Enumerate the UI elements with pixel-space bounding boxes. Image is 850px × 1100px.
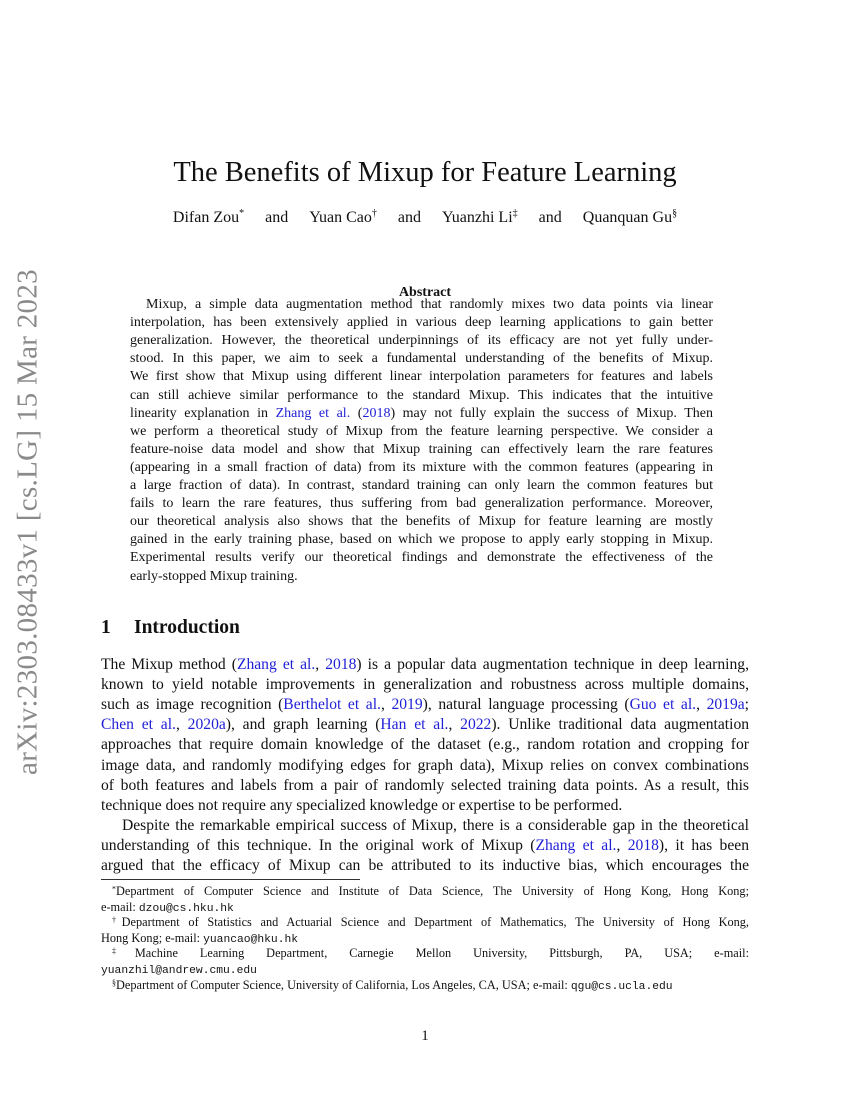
paragraph-line <box>101 695 749 715</box>
author-separator: and <box>538 209 562 226</box>
paragraph-line <box>101 715 749 735</box>
text-segment: Despite the remarkable empirical success of Mixup, there is a considerable gap in the theoretical <box>122 816 749 834</box>
text-segment: e-mail: <box>101 899 139 914</box>
abstract-line <box>130 405 713 423</box>
text-segment: , <box>380 696 392 714</box>
abstract-line <box>130 332 713 350</box>
paragraph-line <box>101 655 749 675</box>
text-segment: Mixup, a simple data augmentation method that randomly mixes two data points via linear <box>146 297 713 312</box>
author-footnote-mark: § <box>672 208 678 219</box>
citation-link[interactable]: Chen et al. <box>101 716 176 734</box>
footnote-mark: * <box>112 884 116 894</box>
text-segment: ( <box>350 405 363 421</box>
paragraph-line <box>101 776 749 796</box>
paragraph-line <box>122 816 749 836</box>
text-segment: linearity explanation in <box>130 405 276 421</box>
text-segment: (appearing in a small fraction of data) from its mixture with the common features (appearing in <box>130 459 713 475</box>
page-number: 1 <box>421 1028 429 1044</box>
author-name: Yuan Cao <box>309 209 372 226</box>
text-segment: Department of Computer Science, University of California, Los Angeles, CA, USA; e-mail: <box>116 977 571 992</box>
footnote-line <box>101 931 749 948</box>
citation-link[interactable]: 2019a <box>706 696 745 714</box>
text-segment: Department of Statistics and Actuarial Science and Department of Mathematics, The University of Hong Kong, <box>121 915 750 930</box>
text-segment: argued that the efficacy of Mixup can be attributed to its inductive bias, which encourages the <box>101 857 749 874</box>
abstract-line <box>130 459 713 477</box>
citation-link[interactable]: Han et al. <box>380 716 449 734</box>
text-segment: Hong Kong; e-mail: <box>101 930 204 945</box>
footnote-line <box>112 946 749 961</box>
citation-link[interactable]: Zhang et al. <box>275 405 351 421</box>
citation-link[interactable]: 2020a <box>187 716 226 734</box>
arxiv-identifier-sidebar: arXiv:2303.08433v1 [cs.LG] 15 Mar 2023 <box>11 269 44 775</box>
email-address: yuanzhil@andrew.cmu.edu <box>101 965 257 977</box>
paper-title: The Benefits of Mixup for Feature Learning <box>173 157 677 188</box>
paragraph-line <box>101 675 749 695</box>
text-segment: Experimental results verify our theoretical findings and demonstrate the effectiveness of the <box>130 550 713 566</box>
citation-link[interactable]: Berthelot et al. <box>283 696 381 714</box>
paragraph-line <box>101 836 749 856</box>
text-segment: a large fraction of data). In contrast, standard training can only learn the common features but <box>130 478 713 493</box>
text-segment: gained in the early training phase, based on which we propose to apply early stopping in Mixup. <box>130 532 713 548</box>
abstract-line <box>130 549 713 567</box>
citation-link[interactable]: 2018 <box>362 405 391 421</box>
abstract-line <box>130 368 713 386</box>
email-address: yuancao@hku.hk <box>203 933 299 946</box>
abstract-line <box>130 423 713 441</box>
author-footnote-mark: ‡ <box>512 208 518 219</box>
text-segment: we perform a theoretical study of Mixup from the feature learning perspective. We consider a <box>130 423 713 439</box>
abstract-line <box>130 513 713 531</box>
text-segment: ), natural language processing ( <box>422 696 630 714</box>
abstract-heading: Abstract <box>398 285 452 300</box>
text-segment: known to yield notable improvements in generalization and robustness across multiple domains, <box>101 676 749 694</box>
section-heading <box>101 616 240 640</box>
text-segment: of both features and labels from a pair of randomly selected training data points. As a result, this <box>101 776 749 794</box>
text-segment: technique does not require any specialized knowledge or expertise to be performed. <box>101 796 623 814</box>
text-segment: The Mixup method ( <box>101 656 237 673</box>
abstract-line <box>130 387 713 405</box>
text-segment: understanding of this technique. In the original work of Mixup ( <box>101 836 536 854</box>
paragraph-line <box>101 756 749 776</box>
text-segment: ). Unlike traditional data augmentation <box>491 716 750 734</box>
paragraph-line <box>101 856 749 876</box>
abstract-line <box>146 296 713 314</box>
text-segment: , <box>315 656 326 673</box>
text-segment: interpolation, has been extensively applied in various deep learning applications to gain better <box>130 315 713 331</box>
citation-link[interactable]: 2018 <box>627 836 659 854</box>
section-number: 1 <box>101 617 111 638</box>
author-footnote-mark: * <box>239 208 245 219</box>
citation-link[interactable]: 2022 <box>460 716 492 734</box>
footnote-line <box>112 884 749 899</box>
abstract-line <box>130 531 713 549</box>
text-segment: approaches that require domain knowledge of the dataset (e.g., random rotation and cropping for <box>101 736 749 754</box>
text-segment: Department of Computer Science and Institute of Data Science, The University of Hong Kong, Hong Kong; <box>116 884 749 898</box>
text-segment: generalization. However, the theoretical underpinnings of its efficacy are not yet fully under- <box>130 333 713 349</box>
text-segment: feature-noise data model and show that Mixup training can effectively learn the rare features <box>130 441 713 457</box>
text-segment: such as image recognition ( <box>101 696 284 714</box>
footnote-line <box>112 915 749 930</box>
text-segment: ) may not fully explain the success of Mixup. Then <box>390 405 713 421</box>
text-segment: our theoretical analysis also shows that the benefits of Mixup for feature learning are mostly <box>130 514 713 530</box>
abstract-line <box>130 568 713 586</box>
citation-link[interactable]: 2019 <box>391 696 423 714</box>
text-segment: ) is a popular data augmentation technique in deep learning, <box>356 656 749 673</box>
abstract-line <box>130 495 713 513</box>
text-segment: fails to learn the rare features, thus suffering from bad generalization performance. Moreover, <box>130 496 713 512</box>
abstract-line <box>130 314 713 332</box>
paragraph-line <box>101 735 749 755</box>
email-address: dzou@cs.hku.hk <box>138 902 234 915</box>
section-title: Introduction <box>134 617 240 638</box>
text-segment: ; <box>744 696 750 714</box>
text-segment: stood. In this paper, we aim to seek a fundamental understanding of the benefits of Mixup. <box>130 351 713 367</box>
footnote-line <box>101 962 749 979</box>
paragraph-line <box>101 796 749 816</box>
author-separator: and <box>397 209 421 226</box>
text-segment: Machine Learning Department, Carnegie Mellon University, Pittsburgh, PA, USA; e-mail: <box>134 946 749 961</box>
author-list <box>0 207 850 229</box>
footnote-line <box>112 978 749 995</box>
author-separator: and <box>265 209 289 226</box>
author-footnote-mark: † <box>371 208 377 219</box>
abstract-line <box>130 441 713 459</box>
footnote-line <box>101 900 749 917</box>
citation-link[interactable]: Zhang et al. <box>535 836 617 854</box>
author <box>309 207 377 229</box>
text-segment: , <box>175 716 188 734</box>
text-segment: ), it has been <box>658 836 749 854</box>
text-segment: early-stopped Mixup training. <box>130 568 298 584</box>
email-address: qgu@cs.ucla.edu <box>570 980 673 993</box>
author <box>583 207 677 229</box>
author <box>173 207 244 229</box>
citation-link[interactable]: Guo et al. <box>629 696 697 714</box>
author-name: Difan Zou <box>172 209 240 226</box>
text-segment: can still achieve similar performance to the standard Mixup. This indicates that the intuitive <box>130 387 713 403</box>
text-segment: , <box>616 836 628 854</box>
footnote-mark: § <box>112 978 116 987</box>
footnote-mark: † <box>112 915 122 925</box>
text-segment: ), and graph learning ( <box>225 716 381 734</box>
abstract-line <box>130 350 713 368</box>
citation-link[interactable]: Zhang et al. <box>236 656 316 673</box>
author-name: Quanquan Gu <box>582 209 673 226</box>
author-name: Yuanzhi Li <box>442 209 513 226</box>
author <box>442 207 518 229</box>
footnote-rule <box>101 879 360 880</box>
citation-link[interactable]: 2018 <box>325 656 357 673</box>
text-segment: , <box>448 716 461 734</box>
footnote-mark: ‡ <box>112 946 135 956</box>
abstract-line <box>130 477 713 495</box>
text-segment: , <box>696 696 707 714</box>
text-segment: We first show that Mixup using different linear interpolation parameters for features and labels <box>130 369 713 385</box>
text-segment: image data, and randomly modifying edges for graph data), Mixup relies on convex combinations <box>101 756 749 774</box>
